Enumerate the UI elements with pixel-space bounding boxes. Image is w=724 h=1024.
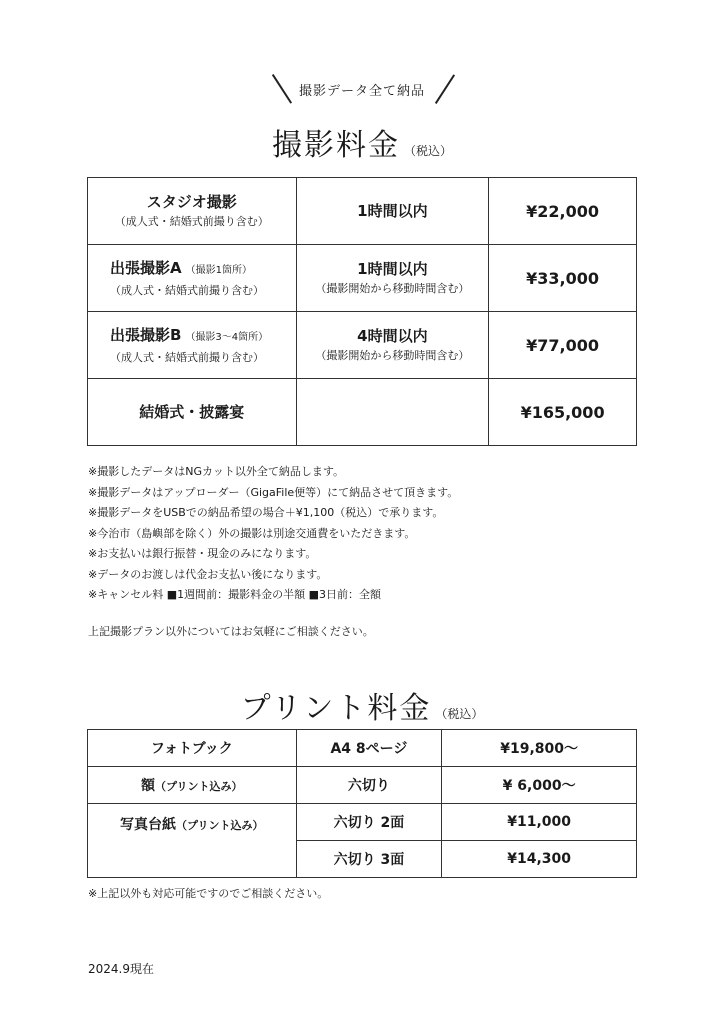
price-cell bbox=[442, 767, 637, 804]
note-item: ※キャンセル料 ■1週間前：撮影料金の半額 ■3日前：全額 bbox=[88, 588, 381, 601]
plan-cell bbox=[88, 379, 297, 446]
shooting-title bbox=[0, 120, 724, 164]
price-value: ¥22,000 bbox=[526, 201, 599, 221]
table-row bbox=[88, 245, 637, 312]
price-value: ¥14,300 bbox=[507, 851, 572, 867]
item-sub: （プリント込み） bbox=[176, 819, 264, 832]
item-spec: A4 8ページ bbox=[330, 741, 408, 757]
note-item: ※データのお渡しは代金お支払い後になります。 bbox=[88, 567, 328, 581]
price-cell bbox=[489, 178, 637, 245]
plan-cell bbox=[88, 245, 297, 312]
item-spec: 六切り 3面 bbox=[333, 852, 405, 868]
plan-name-line bbox=[110, 324, 296, 349]
item-spec: 六切り 2面 bbox=[333, 815, 405, 831]
print-note: ※上記以外も対応可能ですのでご相談ください。 bbox=[88, 887, 329, 900]
time-note: （撮影開始から移動時間含む） bbox=[315, 349, 470, 362]
plan-cell bbox=[88, 178, 297, 245]
item-name: フォトブック bbox=[150, 741, 233, 757]
plan-name: 出張撮影A bbox=[110, 258, 182, 277]
plan-name: スタジオ撮影 bbox=[146, 193, 237, 211]
extra-note: 上記撮影プラン以外についてはお気軽にご相談ください。 bbox=[88, 625, 374, 638]
item-cell bbox=[88, 730, 297, 767]
spec-cell bbox=[296, 730, 442, 767]
plan-note: （成人式・結婚式前撮り含む） bbox=[114, 215, 269, 228]
price-value: ¥19,800～ bbox=[500, 741, 579, 757]
item-sub: （プリント込み） bbox=[155, 780, 243, 793]
print-price-table bbox=[87, 729, 637, 878]
time-limit: 4時間以内 bbox=[357, 327, 428, 345]
tagline: 撮影データ全て納品 bbox=[298, 84, 425, 99]
shooting-price-table bbox=[87, 177, 637, 446]
table-row bbox=[88, 379, 637, 446]
time-cell bbox=[296, 245, 489, 312]
item-cell bbox=[88, 767, 297, 804]
table-row bbox=[88, 804, 637, 841]
item-cell bbox=[88, 804, 297, 878]
shooting-title-text: 撮影料金 bbox=[271, 128, 400, 163]
price-cell bbox=[489, 245, 637, 312]
note-item: ※撮影データをUSBでの納品希望の場合＋¥1,100（税込）で承ります。 bbox=[88, 506, 444, 519]
price-value: ¥11,000 bbox=[507, 814, 572, 830]
plan-sub: （撮影1箇所） bbox=[185, 264, 252, 276]
plan-note: （成人式・結婚式前撮り含む） bbox=[110, 350, 264, 364]
item-name: 写真台紙 bbox=[120, 817, 176, 833]
table-row bbox=[88, 312, 637, 379]
note-item: ※撮影データはアップローダー（GigaFile便等）にて納品させて頂きます。 bbox=[88, 485, 459, 499]
time-cell bbox=[296, 178, 489, 245]
spec-cell bbox=[296, 841, 442, 878]
plan-cell bbox=[88, 312, 297, 379]
time-cell-empty bbox=[296, 379, 489, 446]
spec-cell bbox=[296, 804, 442, 841]
price-cell bbox=[442, 841, 637, 878]
time-cell bbox=[296, 312, 489, 379]
spec-cell bbox=[296, 767, 442, 804]
price-value: ¥ 6,000～ bbox=[502, 778, 576, 794]
print-title bbox=[0, 683, 724, 727]
table-row bbox=[88, 730, 637, 767]
plan-note: （成人式・結婚式前撮り含む） bbox=[110, 283, 264, 297]
price-cell bbox=[442, 804, 637, 841]
shooting-tax-label: （税込） bbox=[403, 144, 452, 158]
price-value: ¥165,000 bbox=[520, 402, 605, 422]
note-item: ※お支払いは銀行振替・現金のみになります。 bbox=[88, 547, 317, 560]
notes-list bbox=[88, 462, 458, 606]
time-note: （撮影開始から移動時間含む） bbox=[315, 282, 470, 295]
plan-sub: （撮影3～4箇所） bbox=[185, 331, 269, 343]
price-cell bbox=[489, 379, 637, 446]
time-limit: 1時間以内 bbox=[357, 202, 428, 220]
price-cell bbox=[489, 312, 637, 379]
item-spec: 六切り bbox=[347, 778, 390, 794]
print-tax-label: （税込） bbox=[435, 707, 484, 721]
table-row bbox=[88, 767, 637, 804]
note-item: ※撮影したデータはNGカット以外全て納品します。 bbox=[88, 465, 344, 478]
price-value: ¥77,000 bbox=[526, 335, 599, 355]
price-cell bbox=[442, 730, 637, 767]
time-limit: 1時間以内 bbox=[357, 260, 428, 278]
note-item: ※今治市（島嶼部を除く）外の撮影は別途交通費をいただきます。 bbox=[88, 526, 416, 540]
plan-name: 結婚式・披露宴 bbox=[139, 403, 245, 421]
as-of-date: 2024.9現在 bbox=[88, 962, 154, 976]
print-title-text: プリント料金 bbox=[240, 691, 432, 726]
price-value: ¥33,000 bbox=[526, 268, 599, 288]
plan-name: 出張撮影B bbox=[110, 325, 182, 344]
table-row bbox=[88, 178, 637, 245]
plan-name-line bbox=[110, 257, 296, 282]
item-name: 額 bbox=[141, 778, 155, 794]
